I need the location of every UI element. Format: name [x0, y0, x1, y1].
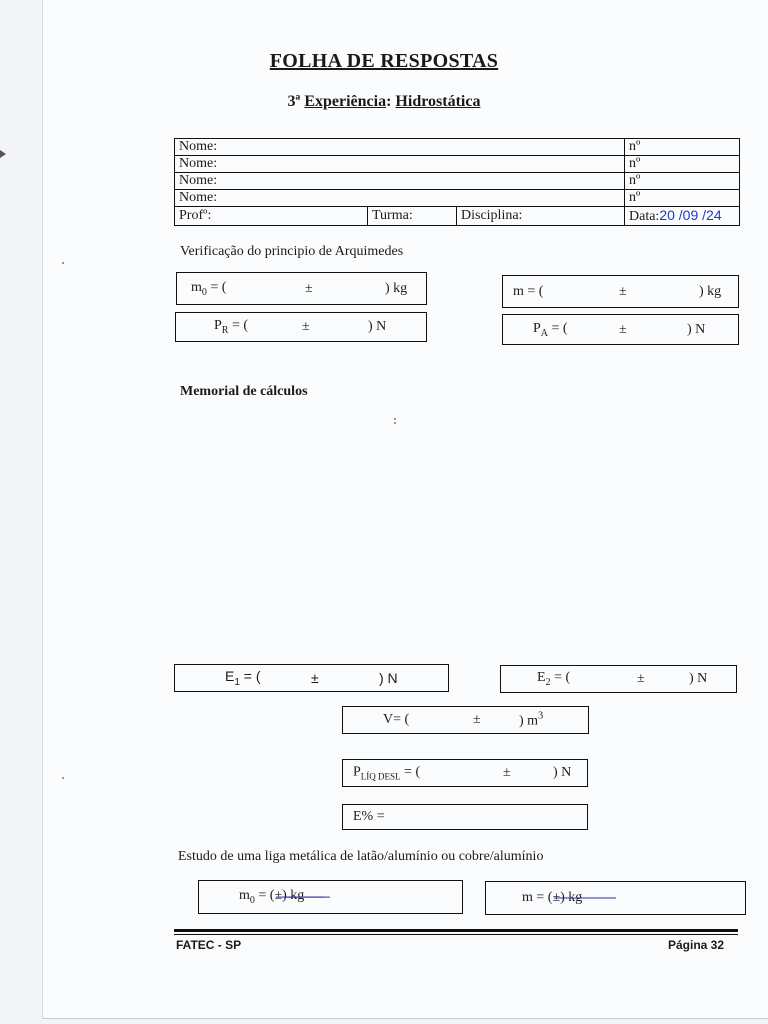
- m0-subscript: 0: [201, 286, 207, 298]
- pr-label: [214, 318, 248, 336]
- scan-speck: [62, 262, 64, 264]
- footer-institution: FATEC - SP: [176, 938, 242, 952]
- page-title: FOLHA DE RESPOSTAS: [269, 50, 499, 72]
- pr-subscript: R: [221, 324, 229, 336]
- scan-speck: [62, 777, 64, 779]
- m-unit: ) kg: [699, 283, 722, 299]
- e2-symbol: E: [537, 670, 546, 686]
- table-row: [175, 139, 740, 156]
- table-row: [175, 190, 740, 207]
- pa-unit: ) N: [687, 321, 706, 337]
- pa-subscript: A: [540, 327, 549, 339]
- number-field-2[interactable]: nº: [625, 156, 740, 173]
- m0-alloy-uncertainty-line: [284, 896, 324, 897]
- v-plusminus: ±: [473, 712, 481, 727]
- class-field[interactable]: Turma:: [368, 207, 457, 226]
- v-unit-text: ) m: [519, 713, 539, 729]
- pa-plusminus: ±: [619, 321, 627, 337]
- v-label: V= (: [383, 712, 410, 727]
- v-superscript: 3: [538, 710, 544, 722]
- m0-alloy-subscript: 0: [249, 894, 255, 906]
- m0-alloy-label: [239, 888, 304, 906]
- subtitle-colon: :: [386, 93, 396, 110]
- date-value: 20 /09 /24: [659, 207, 722, 223]
- name-field-3[interactable]: Nome:: [175, 173, 625, 190]
- m-alloy-label: [522, 890, 582, 906]
- m0-symbol: m: [191, 279, 202, 295]
- pliq-label: [353, 765, 420, 782]
- m-plusminus: ±: [619, 283, 627, 299]
- e2-subscript: 2: [545, 676, 551, 688]
- e1-open: = (: [239, 668, 261, 685]
- name-field-2[interactable]: Nome:: [175, 156, 625, 173]
- volume-result-box[interactable]: [342, 706, 589, 734]
- pliq-open: = (: [400, 764, 421, 780]
- pliq-symbol: P: [353, 764, 361, 780]
- m0-open: = (: [206, 279, 227, 295]
- e2-label: [537, 670, 570, 688]
- number-field-1[interactable]: nº: [625, 139, 740, 156]
- pr-result-box[interactable]: [175, 312, 427, 342]
- archimedes-heading: Verificação do principio de Arquimedes: [180, 244, 404, 259]
- m0-label: [191, 280, 226, 298]
- e1-symbol: E: [225, 668, 235, 685]
- footer-rule-thin: [174, 934, 738, 935]
- calculations-heading: Memorial de cálculos: [180, 384, 308, 399]
- name-field-4[interactable]: Nome:: [175, 190, 625, 207]
- m-alloy-uncertainty-line: [562, 898, 602, 899]
- pa-open: = (: [548, 320, 568, 336]
- pliq-unit: ) N: [553, 765, 572, 780]
- m-alloy-result-box[interactable]: [485, 881, 746, 915]
- m0-alloy-result-box[interactable]: [198, 880, 463, 914]
- m-result-box[interactable]: [502, 275, 739, 308]
- subject-field[interactable]: Disciplina:: [457, 207, 625, 226]
- e2-open: = (: [550, 670, 571, 686]
- alloy-study-heading: Estudo de uma liga metálica de latão/alumínio ou cobre/alumínio: [178, 849, 544, 864]
- scan-mark-icon: [0, 150, 6, 158]
- e2-unit: ) N: [689, 671, 708, 686]
- name-field-1[interactable]: Nome:: [175, 139, 625, 156]
- date-field[interactable]: [625, 207, 740, 226]
- scan-speck: [394, 418, 396, 420]
- m0-alloy-unit: ) kg: [282, 888, 305, 904]
- professor-field[interactable]: Profº:: [175, 207, 368, 226]
- e1-label: [225, 668, 261, 688]
- subtitle-prefix: 3ª: [287, 93, 305, 110]
- pliq-subscript: LÍQ DESL: [360, 771, 401, 782]
- table-row: [175, 156, 740, 173]
- number-field-4[interactable]: nº: [625, 190, 740, 207]
- pr-plusminus: ±: [302, 319, 310, 334]
- number-field-3[interactable]: nº: [625, 173, 740, 190]
- pliq-plusminus: ±: [503, 765, 511, 780]
- m-alloy-unit: ) kg: [560, 890, 583, 905]
- pa-symbol: P: [533, 320, 541, 336]
- m0-alloy-plusminus: ±: [274, 888, 283, 904]
- m0-alloy-open: = (: [254, 888, 275, 904]
- experiment-subtitle: [0, 93, 768, 111]
- e1-subscript: 1: [234, 676, 240, 688]
- m-label: m = (: [513, 283, 544, 299]
- m0-unit: ) kg: [385, 280, 408, 296]
- footer-rule: [174, 929, 738, 932]
- m0-alloy-symbol: m: [239, 888, 250, 904]
- student-id-table: [174, 138, 740, 226]
- table-row: [175, 207, 740, 226]
- table-row: [175, 173, 740, 190]
- pa-result-box[interactable]: [502, 314, 739, 345]
- footer-page-number: Página 32: [668, 938, 725, 952]
- pr-symbol: P: [214, 318, 222, 334]
- pr-unit: ) N: [368, 319, 387, 334]
- m0-result-box[interactable]: [176, 272, 427, 305]
- pr-open: = (: [228, 318, 249, 334]
- e2-result-box[interactable]: [500, 665, 737, 693]
- pa-label: [533, 321, 568, 339]
- e1-unit: ) N: [379, 670, 398, 686]
- e1-result-box[interactable]: [174, 664, 449, 692]
- date-label: Data:: [629, 209, 660, 224]
- e1-plusminus: ±: [311, 670, 319, 686]
- v-unit: [519, 711, 543, 730]
- scan-speck: [394, 422, 396, 424]
- m-alloy-plusminus: ±: [552, 890, 561, 905]
- e2-plusminus: ±: [637, 671, 645, 686]
- e-percent-label: E% =: [353, 809, 385, 824]
- m-alloy-open: m = (: [522, 890, 553, 905]
- percent-error-box[interactable]: [342, 804, 588, 830]
- subtitle-part2: Hidrostática: [395, 93, 481, 110]
- subtitle-part1: Experiência: [304, 93, 387, 110]
- m0-plusminus: ±: [305, 280, 313, 296]
- displaced-liquid-weight-box[interactable]: [342, 759, 588, 787]
